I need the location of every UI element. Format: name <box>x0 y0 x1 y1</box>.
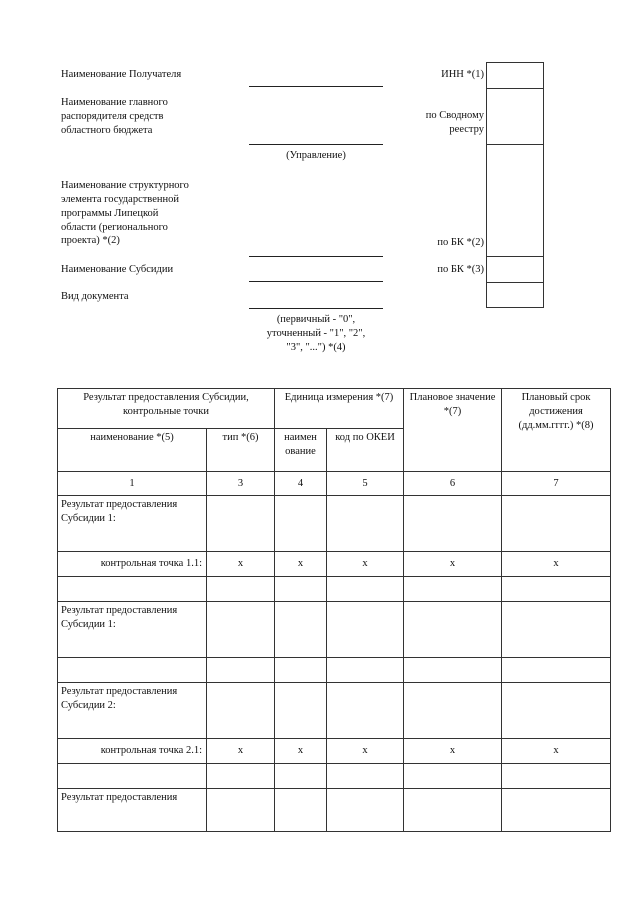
doctype-label: Вид документа <box>61 291 129 302</box>
col-number: 5 <box>327 472 404 496</box>
checkpoint-value-cell[interactable]: x <box>207 739 275 764</box>
col-number: 4 <box>275 472 327 496</box>
management-caption: (Управление) <box>286 150 346 161</box>
empty-cell[interactable] <box>502 789 611 832</box>
chief-manager-label: Наименование главного распорядителя средств областного бюджета <box>61 97 168 136</box>
recipient-label: Наименование Получателя <box>61 69 182 80</box>
head-plan-date: Плановый срок достижения (дд.мм.гггг.) *(8) <box>502 389 611 472</box>
empty-cell[interactable] <box>404 789 502 832</box>
subsidy-line[interactable] <box>249 281 383 282</box>
empty-cell[interactable] <box>275 789 327 832</box>
empty-cell[interactable] <box>207 683 275 739</box>
head-unit-name: наимен ование <box>275 429 327 472</box>
result-row <box>58 683 611 739</box>
results-table <box>57 388 611 832</box>
empty-cell[interactable] <box>327 577 404 602</box>
checkpoint-name-cell[interactable]: контрольная точка 1.1: <box>58 552 207 577</box>
result-row <box>58 602 611 658</box>
checkpoint-value-cell[interactable]: x <box>404 552 502 577</box>
empty-cell[interactable] <box>404 496 502 552</box>
empty-cell[interactable] <box>502 764 611 789</box>
empty-cell[interactable] <box>275 683 327 739</box>
result-row <box>58 789 611 832</box>
empty-cell[interactable] <box>275 602 327 658</box>
empty-cell[interactable] <box>502 577 611 602</box>
col-number: 1 <box>58 472 207 496</box>
subsidy-label: Наименование Субсидии <box>61 264 174 275</box>
doctype-line[interactable] <box>249 308 383 309</box>
head-name: наименование *(5) <box>58 429 207 472</box>
empty-cell[interactable] <box>327 658 404 683</box>
col-number: 3 <box>207 472 275 496</box>
checkpoint-value-cell[interactable]: x <box>404 739 502 764</box>
empty-cell[interactable] <box>58 764 207 789</box>
empty-cell[interactable] <box>207 658 275 683</box>
empty-cell[interactable] <box>327 683 404 739</box>
checkpoint-value-cell[interactable]: x <box>275 739 327 764</box>
code-column <box>486 62 544 308</box>
bk2-label: по БК *(2) <box>437 237 484 248</box>
doctype-caption: (первичный - "0", уточненный - "1", "2", "3", "...") *(4) <box>266 314 366 353</box>
empty-cell[interactable] <box>275 577 327 602</box>
checkpoint-value-cell[interactable]: x <box>502 739 611 764</box>
empty-cell[interactable] <box>404 764 502 789</box>
inn-label: ИНН *(1) <box>441 69 484 80</box>
checkpoint-value-cell[interactable]: x <box>327 552 404 577</box>
consolidated-registry-label: по Сводному реестру <box>425 110 484 135</box>
empty-cell[interactable] <box>58 658 207 683</box>
empty-cell[interactable] <box>502 658 611 683</box>
empty-cell[interactable] <box>207 764 275 789</box>
bk3-label: по БК *(3) <box>437 264 484 275</box>
empty-cell[interactable] <box>502 683 611 739</box>
empty-cell[interactable] <box>207 789 275 832</box>
empty-cell[interactable] <box>327 764 404 789</box>
empty-cell[interactable] <box>327 789 404 832</box>
checkpoint-value-cell[interactable]: x <box>275 552 327 577</box>
empty-cell[interactable] <box>207 496 275 552</box>
structural-element-label: Наименование структурного элемента государственной программы Липецкой области (регионального проекта) *(2) <box>61 180 189 247</box>
col-number: 7 <box>502 472 611 496</box>
head-unit: Единица измерения *(7) <box>275 389 404 429</box>
bk3-code-box[interactable] <box>487 257 543 283</box>
checkpoint-value-cell[interactable]: x <box>327 739 404 764</box>
empty-row <box>58 577 611 602</box>
recipient-line[interactable] <box>249 86 383 87</box>
head-type: тип *(6) <box>207 429 275 472</box>
checkpoint-row <box>58 552 611 577</box>
checkpoint-row <box>58 739 611 764</box>
inn-code-box[interactable] <box>487 63 543 89</box>
result-name-cell[interactable]: Результат предоставления Субсидии 1: <box>58 496 207 552</box>
head-okei: код по ОКЕИ <box>327 429 404 472</box>
empty-cell[interactable] <box>404 577 502 602</box>
result-name-cell[interactable]: Результат предоставления Субсидии 2: <box>58 683 207 739</box>
col-number: 6 <box>404 472 502 496</box>
result-name-cell[interactable]: Результат предоставления <box>58 789 207 832</box>
head-plan-value: Плановое значение *(7) <box>404 389 502 472</box>
empty-cell[interactable] <box>327 602 404 658</box>
empty-cell[interactable] <box>207 577 275 602</box>
empty-cell[interactable] <box>502 602 611 658</box>
checkpoint-value-cell[interactable]: x <box>502 552 611 577</box>
empty-cell[interactable] <box>275 764 327 789</box>
structural-element-line[interactable] <box>249 256 383 257</box>
management-line[interactable] <box>249 144 383 145</box>
head-result: Результат предоставления Субсидии, контрольные точки <box>58 389 275 429</box>
empty-cell[interactable] <box>404 658 502 683</box>
empty-cell[interactable] <box>327 496 404 552</box>
checkpoint-value-cell[interactable]: x <box>207 552 275 577</box>
result-name-cell[interactable]: Результат предоставления Субсидии 1: <box>58 602 207 658</box>
empty-row <box>58 764 611 789</box>
empty-cell[interactable] <box>58 577 207 602</box>
bk2-code-box[interactable] <box>487 145 543 257</box>
empty-cell[interactable] <box>275 658 327 683</box>
empty-cell[interactable] <box>502 496 611 552</box>
consolidated-code-box[interactable] <box>487 89 543 145</box>
result-row <box>58 496 611 552</box>
empty-cell[interactable] <box>207 602 275 658</box>
doctype-code-box[interactable] <box>487 283 543 307</box>
empty-cell[interactable] <box>275 496 327 552</box>
empty-row <box>58 658 611 683</box>
checkpoint-name-cell[interactable]: контрольная точка 2.1: <box>58 739 207 764</box>
empty-cell[interactable] <box>404 683 502 739</box>
empty-cell[interactable] <box>404 602 502 658</box>
